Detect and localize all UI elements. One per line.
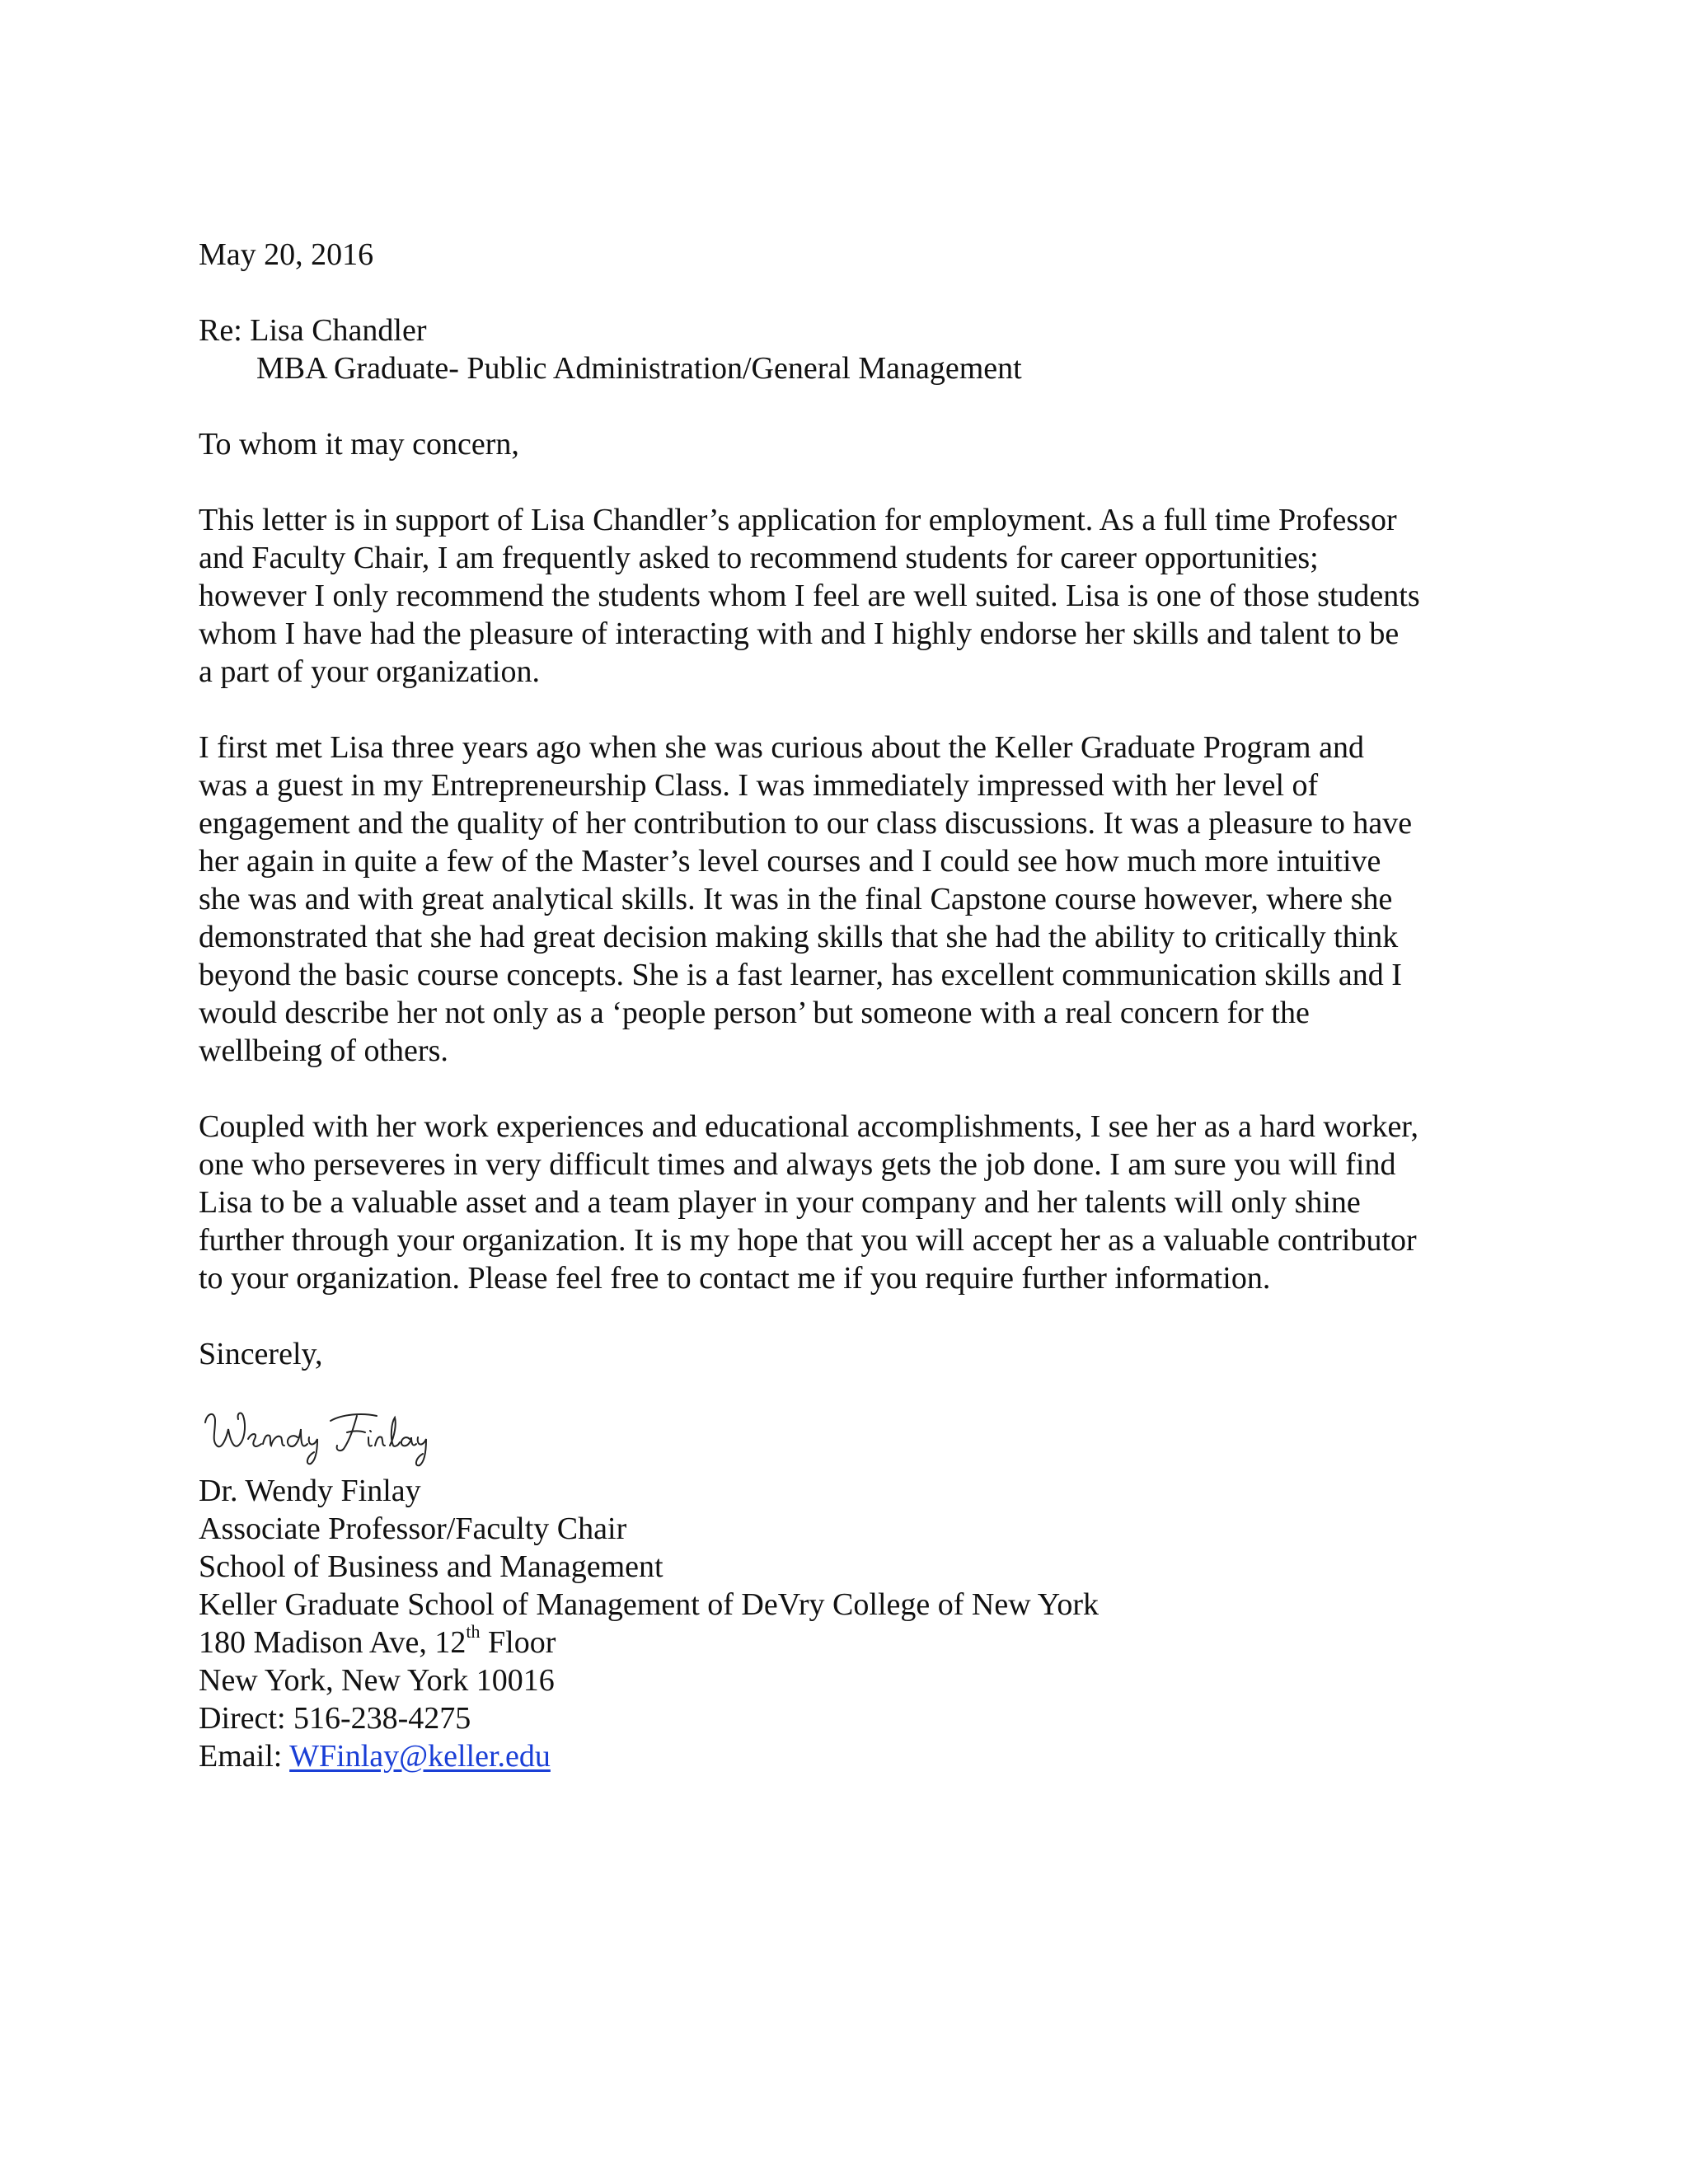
signer-institution: Keller Graduate School of Management of DeVry College of New York: [199, 1587, 1100, 1622]
paragraph-line: further through your organization. It is my hope that you will accept her as a valuable contributor: [199, 1223, 1417, 1258]
address-street-text: 180 Madison Ave, 12: [199, 1625, 467, 1660]
subject-block: [199, 312, 1517, 387]
email-label: Email:: [199, 1739, 283, 1774]
paragraph-line: This letter is in support of Lisa Chandler’s application for employment. As a full time Professor: [199, 503, 1397, 537]
signer-address-street: [199, 1621, 1517, 1661]
subject-program: MBA Graduate- Public Administration/General Management: [256, 351, 1022, 386]
paragraph-line: and Faculty Chair, I am frequently asked to recommend students for career opportunities;: [199, 541, 1319, 575]
subject-name: Lisa Chandler: [250, 313, 427, 348]
signer-address-city: New York, New York 10016: [199, 1663, 555, 1698]
email-link[interactable]: WFinlay@keller.edu: [289, 1739, 551, 1774]
signer-email-line: [199, 1737, 1517, 1775]
signer-title: Associate Professor/Faculty Chair: [199, 1511, 627, 1546]
signer-name: Dr. Wendy Finlay: [199, 1474, 421, 1508]
subject-label: Re:: [199, 313, 242, 348]
paragraph-conclusion: [199, 1108, 1517, 1297]
paragraph-intro: [199, 501, 1517, 691]
paragraph-line: engagement and the quality of her contribution to our class discussions. It was a pleasure to have: [199, 806, 1413, 841]
signer-details: [199, 1472, 1517, 1775]
paragraph-line: whom I have had the pleasure of interacting with and I highly endorse her skills and talent to be: [199, 616, 1400, 651]
paragraph-line: she was and with great analytical skills. It was in the final Capstone course however, where she: [199, 882, 1393, 916]
signer-phone: Direct: 516-238-4275: [199, 1701, 471, 1736]
paragraph-line: demonstrated that she had great decision making skills that she had the ability to critically think: [199, 920, 1399, 954]
signer-school: School of Business and Management: [199, 1549, 663, 1584]
paragraph-line: Coupled with her work experiences and educational accomplishments, I see her as a hard worker,: [199, 1109, 1418, 1144]
paragraph-background: [199, 729, 1517, 1070]
letter-date: May 20, 2016: [199, 237, 374, 272]
paragraph-line: Lisa to be a valuable asset and a team player in your company and her talents will only shine: [199, 1185, 1361, 1220]
recommendation-letter: [199, 236, 1517, 1775]
paragraph-line: however I only recommend the students whom I feel are well suited. Lisa is one of those students: [199, 579, 1420, 613]
handwritten-signature: [200, 1404, 448, 1470]
paragraph-line: was a guest in my Entrepreneurship Class. I was immediately impressed with her level of: [199, 768, 1319, 803]
paragraph-line: her again in quite a few of the Master’s level courses and I could see how much more intuitive: [199, 844, 1381, 879]
paragraph-line: would describe her not only as a ‘people person’ but someone with a real concern for the: [199, 996, 1310, 1030]
address-ordinal-suffix: th: [466, 1621, 481, 1643]
subject-line: [199, 312, 1517, 349]
paragraph-line: a part of your organization.: [199, 654, 540, 689]
address-floor-text: Floor: [480, 1625, 556, 1660]
paragraph-line: to your organization. Please feel free to contact me if you require further information.: [199, 1261, 1271, 1296]
paragraph-line: one who perseveres in very difficult times and always gets the job done. I am sure you will find: [199, 1147, 1396, 1182]
paragraph-line: I first met Lisa three years ago when she was curious about the Keller Graduate Program and: [199, 730, 1364, 765]
closing: Sincerely,: [199, 1337, 323, 1371]
salutation: To whom it may concern,: [199, 427, 519, 462]
paragraph-line: wellbeing of others.: [199, 1033, 448, 1068]
paragraph-line: beyond the basic course concepts. She is a fast learner, has excellent communication skills and I: [199, 958, 1402, 992]
